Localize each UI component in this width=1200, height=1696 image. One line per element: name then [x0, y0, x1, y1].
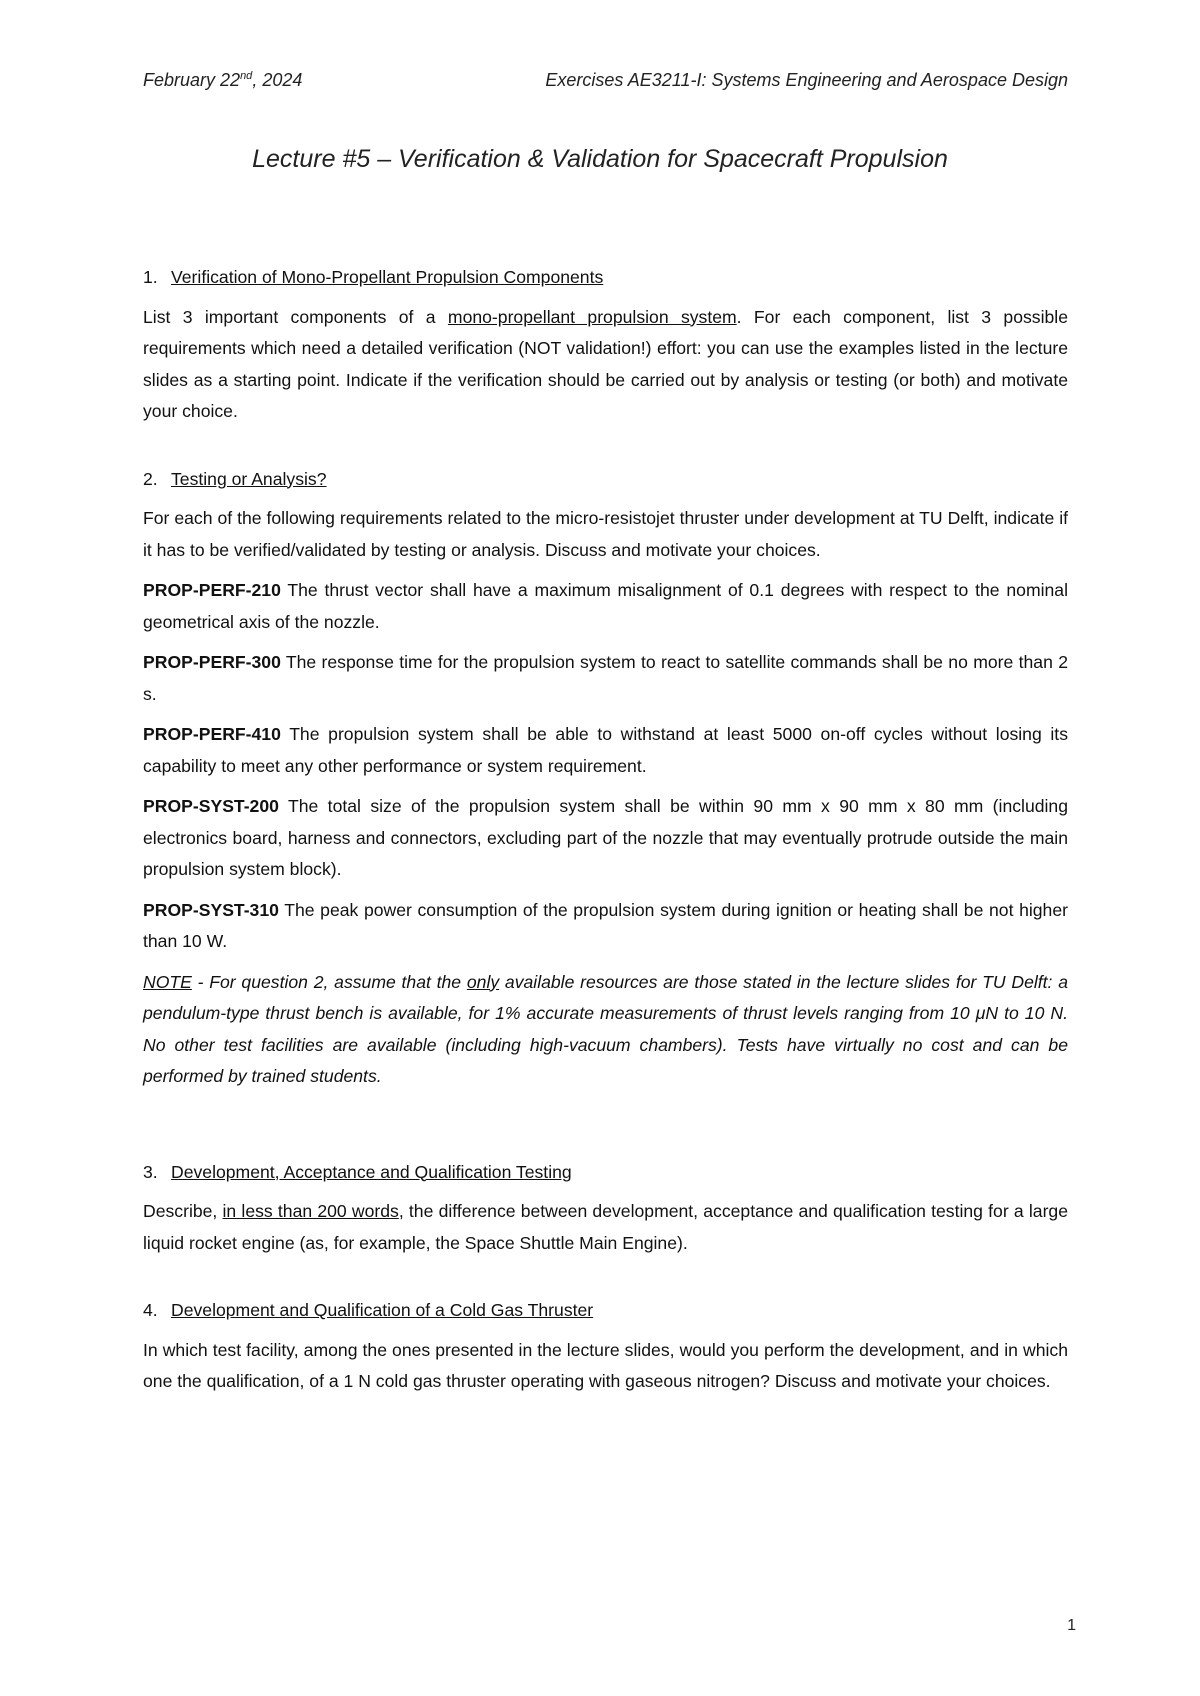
page-header [143, 70, 1068, 91]
section-1-paragraph: List 3 important components of a mono-propellant propulsion system. For each component, list 3 possible requirements which need a detailed verification (NOT validation!) effort: you can use the examples listed in the lecture slides as a starting point. Indicate if the verification should be carried out by analysis or testing (or both) and motivate your choice. [143, 306, 1068, 421]
section-2-intro: For each of the following requirements related to the micro-resistojet thruster under development at TU Delft, indicate if it has to be verified/validated by testing or analysis. Discuss and motivate your choices. [143, 508, 1068, 560]
page-title: Lecture #5 – Verification & Validation for Spacecraft Propulsion [252, 145, 948, 173]
requirement-prop-syst-310: PROP-SYST-310 The peak power consumption of the propulsion system during ignition or heating shall be not higher than 10 W. [143, 899, 1068, 951]
requirement-prop-syst-200: PROP-SYST-200 The total size of the propulsion system shall be within 90 mm x 90 mm x 80 mm (including electronics board, harness and connectors, excluding part of the nozzle that may eventually protrude outside the main propulsion system block). [143, 796, 1068, 879]
page-number: 1 [1067, 1617, 1076, 1634]
section-3-paragraph: Describe, in less than 200 words, the difference between development, acceptance and qualification testing for a large liquid rocket engine (as, for example, the Space Shuttle Main Engine). [143, 1201, 1068, 1253]
section-4-paragraph: In which test facility, among the ones presented in the lecture slides, would you perform the development, and in which one the qualification, of a 1 N cold gas thruster operating with gaseous nitrogen? Discuss and motivate your choices. [143, 1339, 1068, 1391]
requirement-prop-perf-300: PROP-PERF-300 The response time for the propulsion system to react to satellite commands shall be no more than 2 s. [143, 652, 1068, 704]
requirement-prop-perf-410: PROP-PERF-410 The propulsion system shall be able to withstand at least 5000 on-off cycles without losing its capability to meet any other performance or system requirement. [143, 724, 1068, 776]
section-2-note: NOTE - For question 2, assume that the only available resources are those stated in the lecture slides for TU Delft: a pendulum-type thrust bench is available, for 1% accurate measurements of thrust levels ranging from 10 μN to 10 N. No other test facilities are available (including high-vacuum chambers). Tests have virtually no cost and can be performed by trained students. [143, 971, 1068, 1086]
requirement-prop-perf-210: PROP-PERF-210 The thrust vector shall have a maximum misalignment of 0.1 degrees with respect to the nominal geometrical axis of the nozzle. [143, 580, 1068, 632]
section-3-heading: 3. Development, Acceptance and Qualification Testing [143, 1161, 572, 1182]
section-1-heading: 1. Verification of Mono-Propellant Propulsion Components [143, 267, 604, 287]
section-2-heading: 2. Testing or Analysis? [143, 468, 327, 489]
document-body [143, 262, 1068, 1398]
header-course: Exercises AE3211-I: Systems Engineering and Aerospace Design [545, 70, 1068, 90]
header-date: February 22nd, 2024 [143, 70, 303, 90]
section-4-heading: 4. Development and Qualification of a Cold Gas Thruster [143, 1300, 594, 1320]
